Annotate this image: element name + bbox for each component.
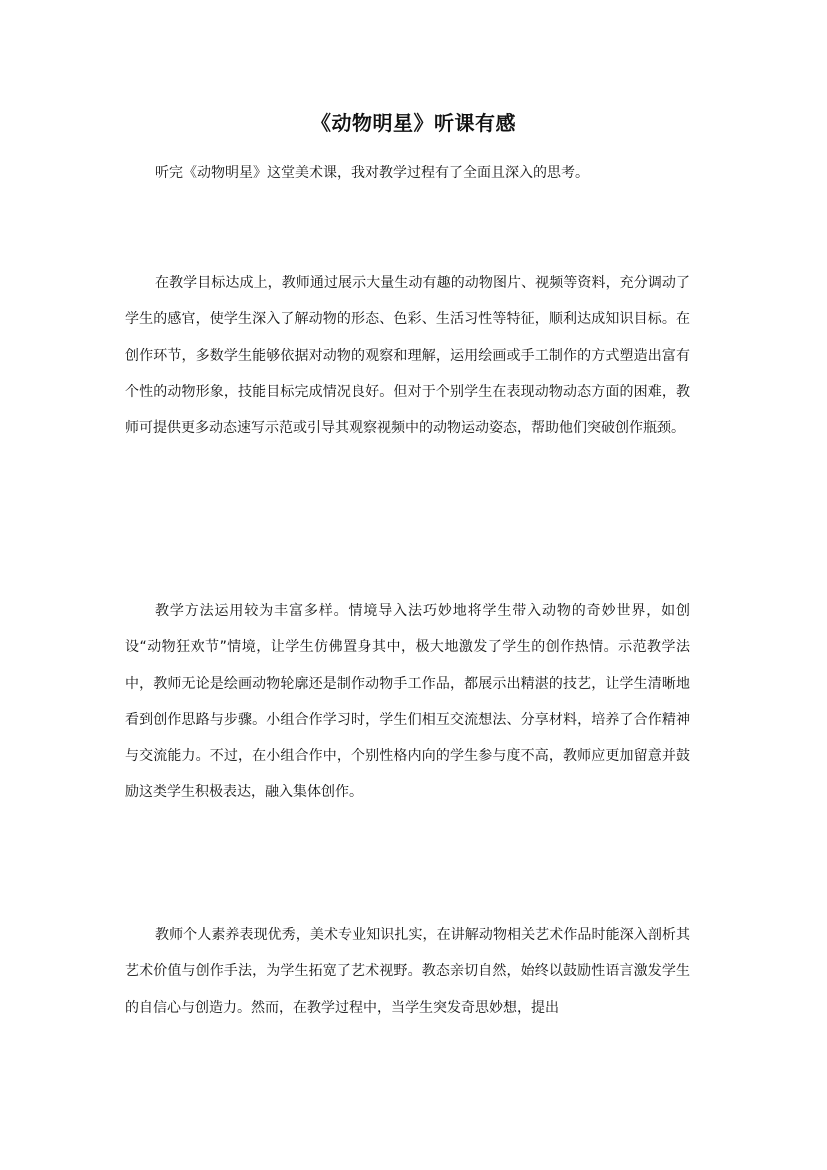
paragraph-intro: 听完《动物明星》这堂美术课，我对教学过程有了全面且深入的思考。 [155, 165, 589, 181]
document-title: 《动物明星》听课有感 [311, 111, 516, 135]
paragraph-teaching-methods: 教学方法运用较为丰富多样。情境导入法巧妙地将学生带入动物的奇妙世界，如创设“动物狂欢节”情境，让学生仿佛置身其中，极大地激发了学生的创作热情。示范教学法中，教师无论是绘画动物轮廓还是制作动物手工作品，都展示出精湛的技艺，让学生清晰地看到创作思路与步骤。小组合作学习时，学生们相互交流想法、分享材料，培养了合作精神与交流能力。不过，在小组合作中，个别性格内向的学生参与度不高，教师应更加留意并鼓励这类学生积极表达，融入集体创作。 [125, 603, 690, 801]
paragraph-teacher-quality: 教师个人素养表现优秀，美术专业知识扎实，在讲解动物相关艺术作品时能深入剖析其艺术价值与创作手法，为学生拓宽了艺术视野。教态亲切自然，始终以鼓励性语言激发学生的自信心与创造力。然而，在教学过程中，当学生突发奇思妙想，提出 [125, 927, 690, 1016]
paragraph-teaching-goals: 在教学目标达成上，教师通过展示大量生动有趣的动物图片、视频等资料，充分调动了学生的感官，使学生深入了解动物的形态、色彩、生活习性等特征，顺利达成知识目标。在创作环节，多数学生能够依据对动物的观察和理解，运用绘画或手工制作的方式塑造出富有个性的动物形象，技能目标完成情况良好。但对于个别学生在表现动物动态方面的困难，教师可提供更多动态速写示范或引导其观察视频中的动物运动姿态，帮助他们突破创作瓶颈。 [125, 275, 690, 437]
